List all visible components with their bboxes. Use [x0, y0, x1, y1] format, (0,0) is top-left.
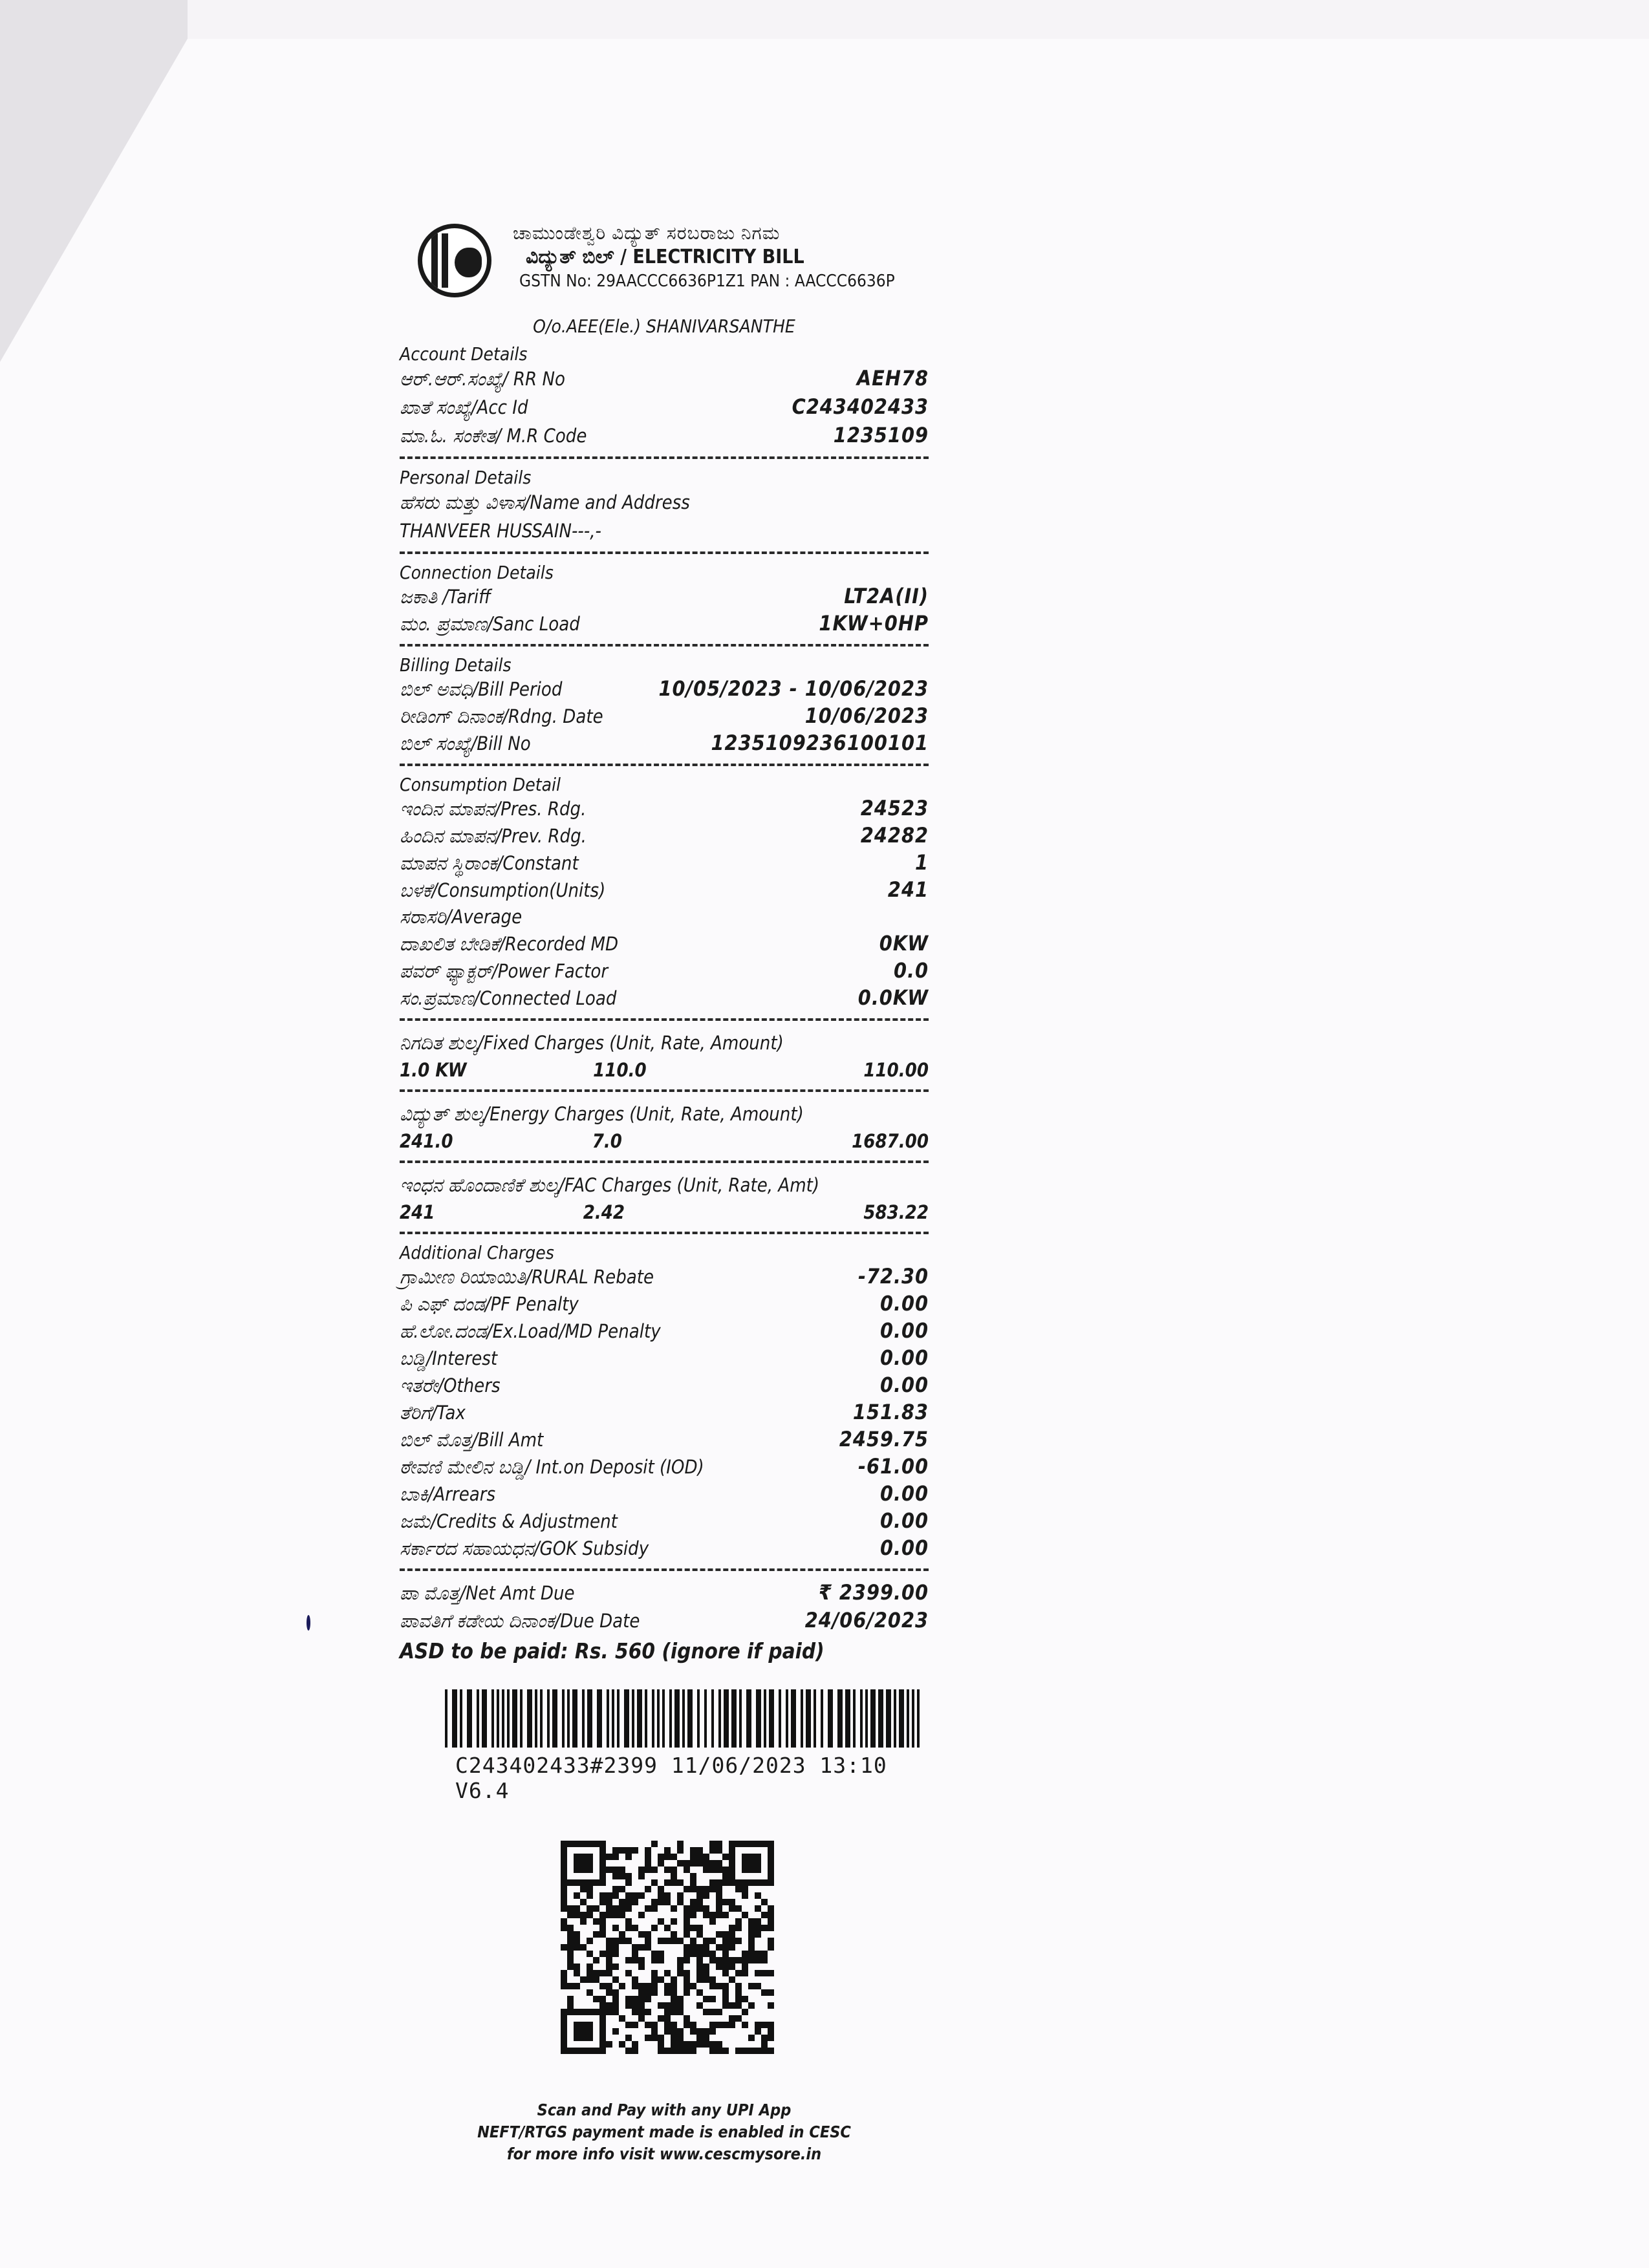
mr-row — [400, 422, 929, 450]
additional-row — [400, 1426, 929, 1453]
net-amount-row — [400, 1579, 929, 1607]
tariff-row — [400, 583, 929, 610]
load-value: 1KW+0HP — [819, 611, 929, 636]
consumption-row — [400, 850, 929, 877]
gstin-pan: GSTN No: 29AACCC6636P1Z1 PAN : AACCC6636P — [519, 272, 895, 291]
additional-row — [400, 1399, 929, 1426]
row-value: 0.00 — [879, 1373, 929, 1397]
ink-mark — [307, 1615, 310, 1631]
divider — [400, 644, 929, 647]
consumption-row — [400, 822, 929, 850]
due-label: ಪಾವತಿಗೆ ಕಡೇಯ ದಿನಾಂಕ/Due Date — [400, 1610, 640, 1632]
row-label: ಬಡ್ಡಿ/Interest — [400, 1347, 498, 1369]
row-label: ಇತರೇ/Others — [400, 1375, 501, 1396]
mr-value: 1235109 — [833, 423, 929, 447]
qr-code-icon — [557, 1841, 777, 2054]
row-value: 0KW — [879, 931, 929, 956]
row-value: 0.00 — [879, 1481, 929, 1506]
fac-amount: 583.22 — [863, 1201, 929, 1223]
rdng-label: ರೀಡಿಂಗ್ ದಿನಾಂಕ/Rdng. Date — [400, 705, 603, 727]
additional-row — [400, 1481, 929, 1508]
name-value: THANVEER HUSSAIN---,- — [400, 520, 601, 542]
period-value: 10/05/2023 - 10/06/2023 — [658, 676, 929, 701]
fac-title: ಇಂಧನ ಹೊಂದಾಣಿಕೆ ಶುಲ್ಕ/FAC Charges (Unit, Rate, Amt) — [400, 1174, 820, 1196]
barcode-text: C243402433#2399 11/06/2023 13:10 V6.4 — [455, 1753, 887, 1803]
row-value: 241 — [887, 877, 929, 902]
row-value: 0.00 — [879, 1535, 929, 1560]
name-label: ಹೆಸರು ಮತ್ತು ವಿಳಾಸ/Name and Address — [400, 491, 690, 513]
divider — [400, 764, 929, 766]
energy-title: ವಿದ್ಯುತ್ ಶುಲ್ಕ/Energy Charges (Unit, Rate, Amount) — [400, 1103, 804, 1125]
org-name: ಚಾಮುಂಡೇಶ್ವರಿ ವಿದ್ಯುತ್ ಸರಬರಾಜು ನಿಗಮ — [513, 222, 781, 244]
asd-note: ASD to be paid: Rs. 560 (ignore if paid) — [400, 1638, 824, 1664]
cesc-logo-icon — [418, 224, 491, 297]
additional-row — [400, 1318, 929, 1345]
consumption-list — [400, 795, 929, 1012]
additional-row — [400, 1372, 929, 1399]
net-label: ಪಾ ಮೊತ್ತ/Net Amt Due — [400, 1582, 575, 1604]
fac-rate: 2.42 — [583, 1201, 625, 1223]
due-value: 24/06/2023 — [804, 1608, 929, 1632]
bill-title: ವಿದ್ಯುತ್ ಬಿಲ್ / ELECTRICITY BILL — [526, 246, 804, 268]
account-title: Account Details — [400, 343, 528, 365]
row-value: 0.00 — [879, 1291, 929, 1316]
fixed-amount: 110.00 — [863, 1059, 929, 1081]
barcode-icon — [445, 1689, 923, 1748]
divider — [400, 1018, 929, 1021]
energy-values — [400, 1128, 929, 1154]
additional-title: Additional Charges — [400, 1242, 554, 1263]
consumption-title: Consumption Detail — [400, 774, 561, 795]
row-value: 24523 — [860, 796, 929, 820]
row-label: ಸಂ.ಪ್ರಮಾಣ/Connected Load — [400, 987, 617, 1009]
personal-title: Personal Details — [400, 467, 532, 488]
row-label: ಪವರ್ ಫ್ಯಾಕ್ಟರ್/Power Factor — [400, 960, 609, 982]
row-label: ದಾಖಲಿತ ಬೇಡಿಕೆ/Recorded MD — [400, 933, 619, 955]
net-value: ₹ 2399.00 — [818, 1580, 929, 1605]
acc-row — [400, 393, 929, 422]
load-label: ಮಂ. ಪ್ರಮಾಣ/Sanc Load — [400, 613, 580, 635]
row-label: ಇಂದಿನ ಮಾಪನ/Pres. Rdg. — [400, 798, 587, 820]
rdng-row — [400, 703, 929, 730]
consumption-row — [400, 877, 929, 904]
additional-row — [400, 1535, 929, 1562]
footer-line-3: for more info visit www.cescmysore.in — [506, 2145, 822, 2163]
fixed-unit: 1.0 KW — [400, 1059, 467, 1081]
row-label: ಮಾಪನ ಸ್ಥಿರಾಂಕ/Constant — [400, 852, 579, 874]
office-name: O/o.AEE(Ele.) SHANIVARSANTHE — [533, 316, 795, 337]
row-value: -61.00 — [857, 1454, 929, 1479]
billno-row — [400, 730, 929, 757]
row-label: ತೆರಿಗೆ/Tax — [400, 1402, 466, 1424]
divider — [400, 1232, 929, 1234]
fixed-rate: 110.0 — [593, 1059, 647, 1081]
period-row — [400, 676, 929, 703]
row-value: 24282 — [860, 823, 929, 848]
additional-row — [400, 1508, 929, 1535]
divider — [400, 1568, 929, 1571]
mr-label: ಮಾ.ಓ. ಸಂಕೇತ/ M.R Code — [400, 425, 587, 447]
row-value: 0.00 — [879, 1345, 929, 1370]
consumption-row — [400, 985, 929, 1012]
row-label: ಸರ್ಕಾರದ ಸಹಾಯಧನ/GOK Subsidy — [400, 1537, 649, 1559]
additional-list — [400, 1263, 929, 1562]
row-label: ಪಿ ಎಫ್ ದಂಡ/PF Penalty — [400, 1293, 579, 1315]
barcode — [445, 1689, 923, 1748]
row-label: ಸರಾಸರಿ/Average — [400, 906, 523, 928]
footer-line-2: NEFT/RTGS payment made is enabled in CESC — [477, 2123, 851, 2141]
row-label: ಗ್ರಾಮೀಣ ರಿಯಾಯಿತಿ/RURAL Rebate — [400, 1266, 654, 1288]
rr-row — [400, 365, 929, 393]
divider — [400, 1161, 929, 1163]
footer-cut-line — [400, 2165, 929, 2176]
tariff-value: LT2A(II) — [844, 584, 929, 608]
additional-row — [400, 1345, 929, 1372]
due-date-row — [400, 1607, 929, 1634]
additional-row — [400, 1453, 929, 1481]
fixed-values — [400, 1057, 929, 1083]
row-label: ಹಿಂದಿನ ಮಾಪನ/Prev. Rdg. — [400, 825, 587, 847]
divider — [400, 1089, 929, 1092]
divider — [400, 456, 929, 459]
acc-label: ಖಾತೆ ಸಂಖ್ಯೆ/Acc Id — [400, 396, 528, 418]
load-row — [400, 610, 929, 637]
additional-row — [400, 1263, 929, 1290]
electricity-bill-receipt — [400, 213, 929, 2176]
row-label: ಠೇವಣಿ ಮೇಲಿನ ಬಡ್ಡಿ/ Int.on Deposit (IOD) — [400, 1456, 704, 1478]
billno-label: ಬಿಲ್ ಸಂಖ್ಯೆ/Bill No — [400, 733, 531, 754]
row-value: -72.30 — [857, 1264, 929, 1289]
row-value: 151.83 — [852, 1400, 929, 1424]
row-label: ಬಳಕೆ/Consumption(Units) — [400, 879, 606, 901]
energy-rate: 7.0 — [592, 1130, 622, 1152]
consumption-row — [400, 930, 929, 957]
fixed-title: ನಿಗದಿತ ಶುಲ್ಕ/Fixed Charges (Unit, Rate, Amount) — [400, 1032, 784, 1054]
bill-header — [400, 213, 929, 310]
row-label: ಬಾಕಿ/Arrears — [400, 1483, 496, 1505]
payment-qr-code[interactable] — [557, 1841, 777, 2054]
consumption-row — [400, 957, 929, 985]
consumption-row — [400, 795, 929, 822]
tariff-label: ಜಕಾತಿ /Tariff — [400, 586, 491, 608]
energy-unit: 241.0 — [400, 1130, 453, 1152]
billing-title: Billing Details — [400, 654, 512, 676]
row-value: 0.00 — [879, 1318, 929, 1343]
row-value: 2459.75 — [839, 1427, 929, 1451]
consumption-row — [400, 904, 929, 930]
connection-title: Connection Details — [400, 562, 554, 583]
footer-line-1: Scan and Pay with any UPI App — [537, 2101, 792, 2119]
row-value: 0.0KW — [857, 985, 929, 1010]
additional-row — [400, 1290, 929, 1318]
billno-value: 1235109236100101 — [711, 731, 929, 755]
divider — [400, 551, 929, 554]
fac-values — [400, 1199, 929, 1225]
fac-unit: 241 — [400, 1201, 435, 1223]
row-label: ಹೆ.ಲೋ.ದಂಡ/Ex.Load/MD Penalty — [400, 1320, 661, 1342]
row-label: ಬಿಲ್ ಮೊತ್ತ/Bill Amt — [400, 1429, 544, 1451]
rr-value: AEH78 — [856, 366, 929, 390]
row-value: 1 — [914, 850, 929, 875]
acc-value: C243402433 — [792, 394, 929, 419]
row-label: ಜಮೆ/Credits & Adjustment — [400, 1510, 618, 1532]
rr-label: ಆರ್.ಆರ್.ಸಂಖ್ಯೆ/ RR No — [400, 368, 565, 390]
row-value: 0.0 — [894, 958, 929, 983]
rdng-value: 10/06/2023 — [804, 703, 929, 728]
period-label: ಬಿಲ್ ಅವಧಿ/Bill Period — [400, 678, 563, 700]
row-value: 0.00 — [879, 1508, 929, 1533]
energy-amount: 1687.00 — [852, 1130, 929, 1152]
footer — [400, 2099, 929, 2176]
